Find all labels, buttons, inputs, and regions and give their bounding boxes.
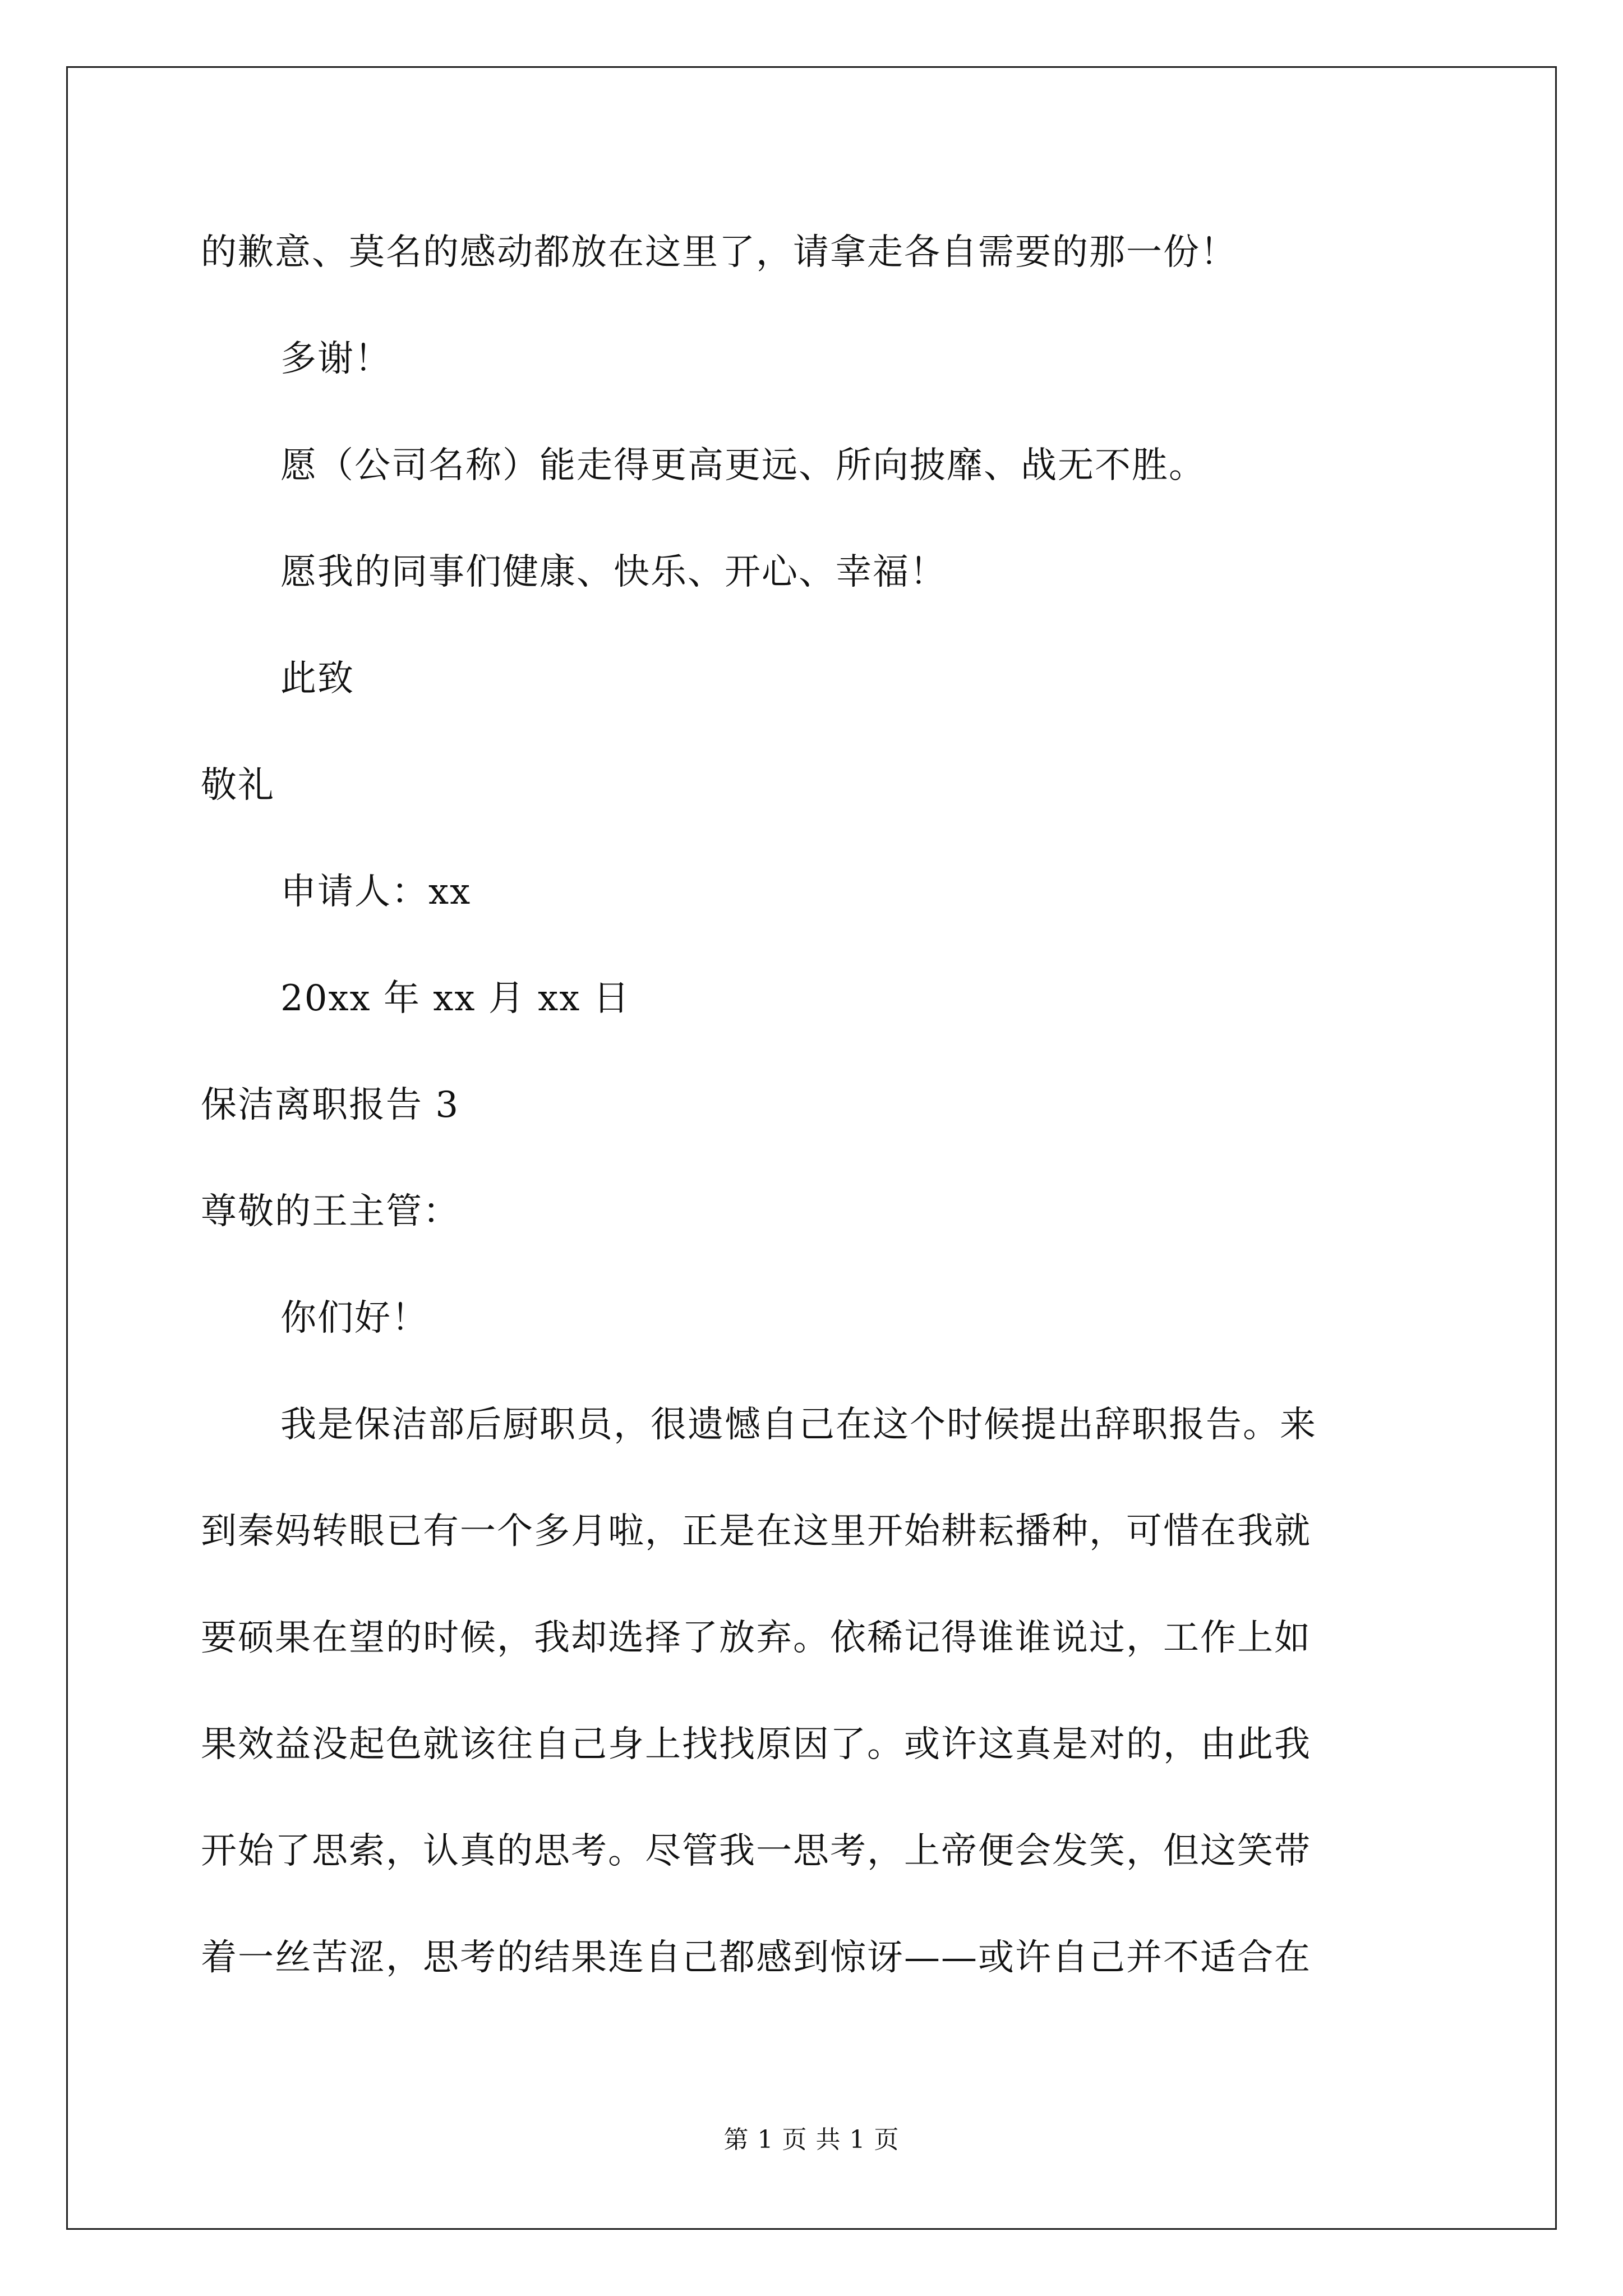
text-line-1: 的歉意、莫名的感动都放在这里了，请拿走各自需要的那一份！ <box>201 232 1237 273</box>
applicant-line: 申请人：xx <box>280 871 472 913</box>
section-title: 保洁离职报告 3 <box>201 1084 460 1126</box>
text-line-2: 多谢！ <box>280 338 391 380</box>
paragraph-line-3: 要硕果在望的时候，我却选择了放弃。依稀记得谁谁说过，工作上如 <box>201 1617 1311 1659</box>
paragraph-line-6: 着一丝苦涩，思考的结果连自己都感到惊讶——或许自己并不适合在 <box>201 1937 1311 1978</box>
greeting-line: 你们好！ <box>280 1297 428 1339</box>
closing-line: 敬礼 <box>201 765 275 806</box>
paragraph-line-1: 我是保洁部后厨职员，很遗憾自己在这个时候提出辞职报告。来 <box>280 1404 1317 1446</box>
text-line-3: 愿（公司名称）能走得更高更远、所向披靡、战无不胜。 <box>280 445 1206 486</box>
paragraph-line-2: 到秦妈转眼已有一个多月啦，正是在这里开始耕耘播种，可惜在我就 <box>201 1511 1311 1552</box>
salutation-line: 此致 <box>280 658 354 700</box>
paragraph-line-5: 开始了思索，认真的思考。尽管我一思考，上帝便会发笑，但这笑带 <box>201 1830 1311 1872</box>
recipient-line: 尊敬的王主管： <box>201 1191 460 1232</box>
text-line-4: 愿我的同事们健康、快乐、开心、幸福！ <box>280 551 947 593</box>
page-frame <box>66 66 1557 2230</box>
paragraph-line-4: 果效益没起色就该往自己身上找找原因了。或许这真是对的，由此我 <box>201 1724 1311 1765</box>
page-footer: 第 1 页 共 1 页 <box>723 2125 900 2154</box>
date-line: 20xx 年 xx 月 xx 日 <box>280 978 630 1019</box>
